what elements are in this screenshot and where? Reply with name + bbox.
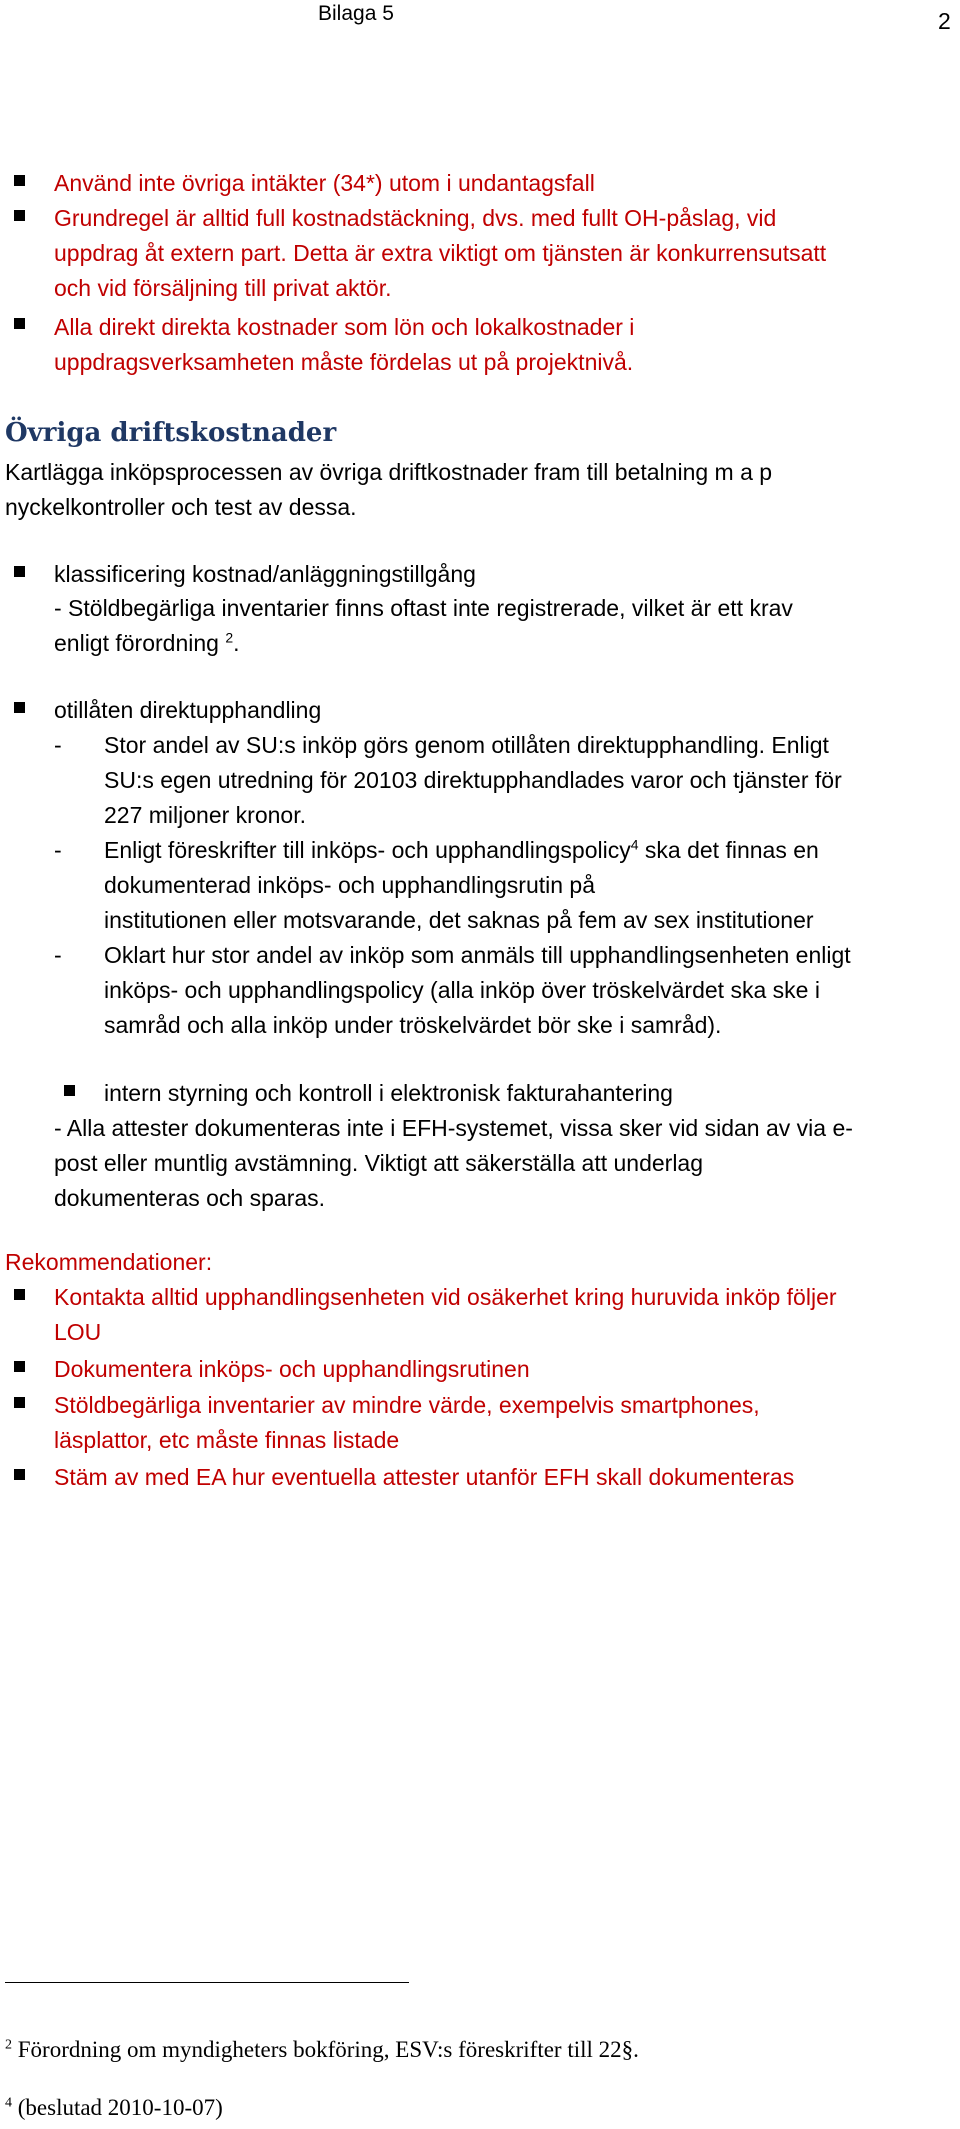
page-number: 2: [938, 8, 951, 34]
recommendations-heading: Rekommendationer:: [5, 1249, 213, 1275]
procurement-item-line: dokumenterad inköps- och upphandlingsrutin på: [104, 872, 595, 898]
recommendation-line: LOU: [54, 1319, 102, 1345]
intro-line: Använd inte övriga intäkter (34*) utom i undantagsfall: [54, 170, 595, 196]
invoicing-line: - Alla attester dokumenteras inte i EFH-systemet, vissa sker vid sidan av via e-: [54, 1115, 853, 1141]
bullet-marker: [14, 1469, 25, 1480]
invoicing-title: intern styrning och kontroll i elektronisk fakturahantering: [104, 1080, 673, 1106]
procurement-title: otillåten direktupphandling: [54, 697, 322, 723]
section-heading: Övriga driftskostnader: [5, 418, 337, 448]
footnote: $^4$ (beslutad 2010-10-07): [5, 2095, 223, 2120]
procurement-item-line: institutionen eller motsvarande, det saknas på fem av sex institutioner: [104, 907, 814, 933]
procurement-item-line: Oklart hur stor andel av inköp som anmäls till upphandlingsenheten enligt: [104, 942, 851, 968]
intro-line: uppdragsverksamheten måste fördelas ut på projektnivå.: [54, 349, 634, 375]
bullet-marker: [14, 1289, 25, 1300]
procurement-item-line: 227 miljoner kronor.: [104, 802, 306, 828]
bullet-marker: [14, 1397, 25, 1408]
recommendation-line: läsplattor, etc måste finnas listade: [54, 1427, 400, 1453]
section-intro-line: nyckelkontroller och test av dessa.: [5, 494, 357, 520]
page-header-title: Bilaga 5: [318, 2, 394, 25]
procurement-item-line: Enligt föreskrifter till inköps- och upphandlingspolicy$^4$ ska det finnas en: [104, 836, 819, 863]
intro-line: och vid försäljning till privat aktör.: [54, 275, 392, 301]
bullet-marker: [14, 318, 25, 329]
bullet-marker: [14, 1361, 25, 1372]
footnote-ref: 2: [225, 629, 234, 646]
section-intro-line: Kartlägga inköpsprocessen av övriga driftkostnader fram till betalning m a p: [5, 459, 773, 485]
recommendation-line: Kontakta alltid upphandlingsenheten vid osäkerhet kring huruvida inköp följer: [54, 1284, 837, 1310]
intro-line: Grundregel är alltid full kostnadstäckning, dvs. med fullt OH-påslag, vid: [54, 205, 777, 231]
recommendation-line: Stäm av med EA hur eventuella attester utanför EFH skall dokumenteras: [54, 1464, 795, 1490]
invoicing-line: post eller muntlig avstämning. Viktigt att säkerställa att underlag: [54, 1150, 704, 1176]
bullet-marker: [14, 210, 25, 221]
procurement-item-line: inköps- och upphandlingspolicy (alla inköp över tröskelvärdet ska ske i: [104, 977, 820, 1003]
dash-marker: -: [54, 837, 62, 863]
intro-line: uppdrag åt extern part. Detta är extra viktigt om tjänsten är konkurrensutsatt: [54, 240, 827, 266]
footnote: $^2$ Förordning om myndigheters bokföring, ESV:s föreskrifter till 22§.: [5, 2037, 639, 2062]
procurement-item-line: SU:s egen utredning för 20103 direktupphandlades varor och tjänster för: [104, 767, 842, 793]
bullet-marker: [14, 566, 25, 577]
bullet-marker: [64, 1085, 75, 1096]
footnote-separator: [5, 1982, 409, 1983]
procurement-item-line: Stor andel av SU:s inköp görs genom otillåten direktupphandling. Enligt: [104, 732, 829, 758]
footnote-ref: 4: [630, 836, 639, 853]
classification-title: klassificering kostnad/anläggningstillgång: [54, 561, 476, 587]
invoicing-line: dokumenteras och sparas.: [54, 1185, 326, 1211]
recommendation-line: Stöldbegärliga inventarier av mindre värde, exempelvis smartphones,: [54, 1392, 760, 1418]
intro-line: Alla direkt direkta kostnader som lön och lokalkostnader i: [54, 314, 635, 340]
dash-marker: -: [54, 942, 62, 968]
classification-line: - Stöldbegärliga inventarier finns oftast inte registrerade, vilket är ett krav: [54, 595, 793, 621]
recommendation-line: Dokumentera inköps- och upphandlingsrutinen: [54, 1356, 530, 1382]
bullet-marker: [14, 702, 25, 713]
bullet-marker: [14, 175, 25, 186]
dash-marker: -: [54, 732, 62, 758]
procurement-item-line: samråd och alla inköp under tröskelvärdet bör ske i samråd).: [104, 1012, 722, 1038]
classification-line: enligt förordning $^2$.: [54, 629, 240, 656]
